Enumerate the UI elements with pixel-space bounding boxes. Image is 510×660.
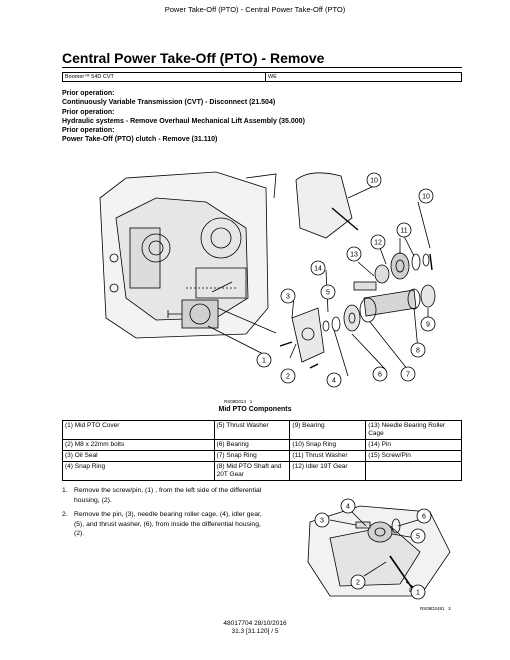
page-number: 31.3 [31.120] / 5 (231, 628, 279, 635)
table-row (63, 462, 462, 481)
callout-1 (257, 353, 271, 367)
prior-op-label: Prior operation: (62, 127, 115, 135)
table-row (63, 451, 462, 462)
table-cell: (6) Bearing (214, 440, 290, 451)
callout-13 (347, 247, 361, 261)
callout-1 (411, 585, 425, 599)
svg-text:2: 2 (286, 373, 290, 381)
components-table (62, 420, 462, 481)
callout-6 (417, 509, 431, 523)
doc-number: 48017704 28/10/2016 (223, 620, 287, 627)
prior-op-label: Prior operation: (62, 90, 115, 97)
callout-14 (311, 261, 325, 275)
callout-9 (421, 317, 435, 331)
callout-3 (281, 289, 295, 303)
table-cell (366, 462, 462, 481)
callout-3 (315, 513, 329, 527)
svg-text:13: 13 (350, 251, 358, 259)
svg-text:2: 2 (356, 579, 360, 587)
table-cell: (14) Pin (366, 440, 462, 451)
callout-4 (327, 373, 341, 387)
svg-text:7: 7 (406, 371, 410, 379)
callout-10 (367, 173, 381, 187)
svg-text:1: 1 (262, 357, 266, 365)
prior-operations (62, 89, 462, 145)
step-text: Remove the screw/pin, (1) , from the left side of the differential housing, (2). (74, 487, 262, 504)
callout-10 (419, 189, 433, 203)
title-rule (62, 67, 462, 68)
table-cell: (4) Snap Ring (63, 462, 215, 481)
applicability-bar (62, 72, 462, 82)
table-cell: (15) Screw/Pin (366, 451, 462, 462)
table-cell: (13) Needle Bearing Roller Cage (366, 421, 462, 440)
page-title: Central Power Take-Off (PTO) - Remove (62, 50, 325, 66)
callout-2 (281, 369, 295, 383)
running-header: Power Take-Off (PTO) - Central Power Take-Off (PTO) (164, 5, 346, 14)
table-row (63, 421, 462, 440)
table-cell: (2) M8 x 22mm bolts (63, 440, 215, 451)
step-item (62, 486, 272, 505)
svg-text:3: 3 (320, 517, 324, 525)
table-cell: (11) Thrust Washer (290, 451, 366, 462)
callout-5 (321, 285, 335, 299)
svg-text:8: 8 (416, 347, 420, 355)
svg-text:1: 1 (416, 589, 420, 597)
svg-text:11: 11 (400, 227, 408, 235)
prior-op-label: Prior operation: (62, 108, 115, 116)
callout-12 (371, 235, 385, 249)
svg-text:4: 4 (346, 503, 350, 511)
idler-gear-removal-diagram (300, 492, 465, 602)
svg-text:6: 6 (378, 371, 382, 379)
svg-text:3: 3 (286, 293, 290, 301)
prior-op-link[interactable]: Hydraulic systems - Remove Overhaul Mechanical Lift Assembly (35.000) (62, 117, 305, 125)
svg-text:5: 5 (416, 533, 420, 541)
prior-op-link[interactable]: Continuously Variable Transmission (CVT) - Disconnect (21.504) (62, 99, 276, 107)
procedure-steps (62, 486, 272, 544)
model-cell: Boomer™ 54D CVT (62, 73, 266, 81)
callout-7 (401, 367, 415, 381)
table-cell: (5) Thrust Washer (214, 421, 290, 440)
callout-4 (341, 499, 355, 513)
svg-text:6: 6 (422, 513, 426, 521)
figure-1-ref: RS08D014 1 (224, 399, 253, 404)
svg-text:9: 9 (426, 321, 430, 329)
table-cell: (7) Snap Ring (214, 451, 290, 462)
table-cell: (10) Snap Ring (290, 440, 366, 451)
svg-text:10: 10 (422, 193, 430, 201)
callout-8 (411, 343, 425, 357)
callout-11 (397, 223, 411, 237)
step-number: 1. (62, 487, 68, 494)
step-item (62, 510, 272, 539)
callout-2 (351, 575, 365, 589)
mid-pto-exploded-diagram (96, 158, 446, 396)
callout-5 (411, 529, 425, 543)
table-cell: (12) Idler 19T Gear (290, 462, 366, 481)
svg-text:4: 4 (332, 377, 336, 385)
prior-op-link[interactable]: Power Take-Off (PTO) clutch - Remove (31.110) (62, 136, 218, 144)
table-cell: (1) Mid PTO Cover (63, 421, 215, 440)
table-cell: (9) Bearing (290, 421, 366, 440)
step-text: Remove the pin, (3), needle bearing roller cage, (4), idler gear, (5), and thrust washer, (6), from inside the differential housing, (2). (74, 511, 262, 537)
svg-text:14: 14 (314, 265, 322, 273)
table-cell: (8) Mid PTO Shaft and 20T Gear (214, 462, 290, 481)
figure-2-ref: RS08D2481 2 (420, 606, 451, 611)
svg-text:10: 10 (370, 177, 378, 185)
svg-text:12: 12 (374, 239, 382, 247)
step-number: 2. (62, 511, 68, 518)
table-row (63, 440, 462, 451)
page-footer (0, 620, 510, 636)
callout-6 (373, 367, 387, 381)
region-cell: WE (266, 73, 462, 81)
table-caption: Mid PTO Components (218, 406, 292, 413)
table-cell: (3) Oil Seal (63, 451, 215, 462)
svg-text:5: 5 (326, 289, 330, 297)
